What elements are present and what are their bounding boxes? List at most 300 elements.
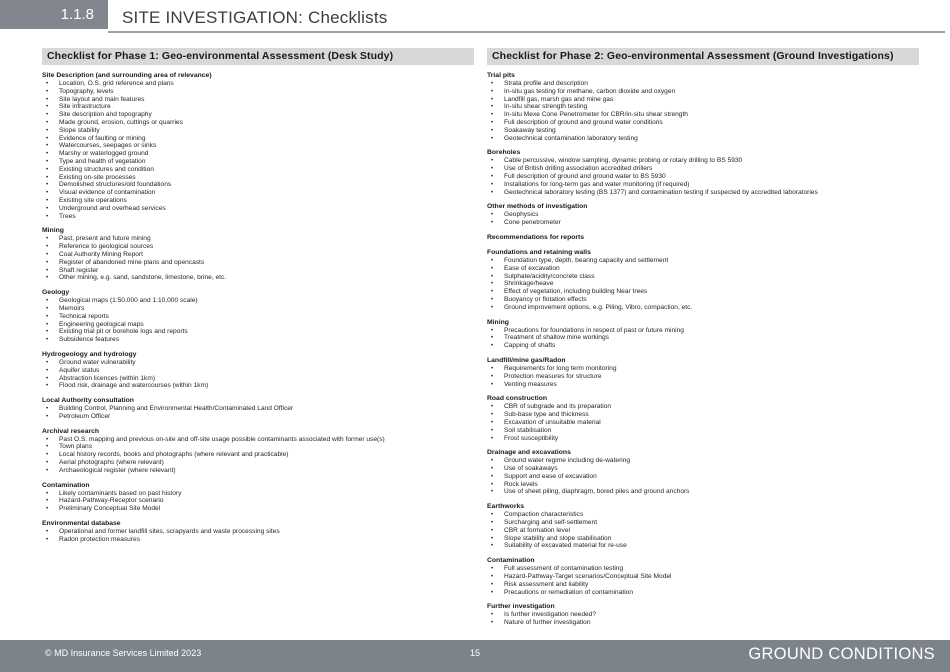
checklist-item [487,219,919,227]
checklist-item [487,165,919,173]
section-heading: Landfill/mine gas/Radon [487,356,566,364]
checklist-item [42,528,474,536]
section-heading: Mining [42,227,64,235]
bullet-icon: • [46,451,49,459]
phase2-column-body [487,72,919,627]
bullet-icon: • [46,466,49,474]
checklist-item-text: Buoyancy or flotation effects [504,295,587,303]
bullet-icon: • [46,243,49,251]
checklist-item-text: In-situ shear strength testing [504,103,588,111]
checklist-item-text: In-situ Mexe Cone Penetrometer for CBR/in-situ shear strength [504,111,688,119]
checklist-item [487,519,919,527]
checklist-section [487,203,919,227]
checklist-item [42,251,474,259]
bullet-icon: • [491,457,494,465]
bullet-icon: • [491,180,494,188]
bullet-icon: • [46,157,49,165]
checklist-item-text: Underground and overhead services [59,204,166,212]
checklist-section [487,234,919,242]
bullet-icon: • [46,443,49,451]
checklist-item [487,581,919,589]
checklist-item-text: Soakaway testing [504,126,556,134]
bullet-icon: • [491,573,494,581]
section-heading: Contamination [487,557,535,565]
checklist-item [42,443,474,451]
bullet-icon: • [491,411,494,419]
checklist-item-text: CBR of subgrade and its preparation [504,403,612,411]
bullet-icon: • [491,111,494,119]
bullet-icon: • [46,142,49,150]
checklist-item [42,80,474,88]
checklist-item [42,459,474,467]
checklist-section [42,351,474,390]
checklist-item-text: Site description and topography [59,111,152,119]
checklist-item [42,96,474,104]
bullet-icon: • [491,342,494,350]
bullet-icon: • [46,235,49,243]
section-heading: Further investigation [487,603,555,611]
checklist-item-text: In-situ gas testing for methane, carbon dioxide and oxygen [504,87,676,95]
checklist-section [487,149,919,196]
checklist-item-text: Risk assessment and liability [504,580,589,588]
checklist-item-text: Ground improvement options, e.g. Piling, Vibro, compaction, etc. [504,303,693,311]
checklist-item-text: Rock levels [504,480,538,488]
checklist-item [487,288,919,296]
bullet-icon: • [491,188,494,196]
checklist-item-text: Excavation of unsuitable material [504,418,601,426]
checklist-item [487,473,919,481]
checklist-section [42,482,474,513]
bullet-icon: • [491,472,494,480]
bullet-icon: • [46,103,49,111]
checklist-item-text: Full description of ground and ground water to BS 5930 [504,172,666,180]
checklist-item [42,135,474,143]
checklist-item [487,565,919,573]
page-title: SITE INVESTIGATION: Checklists [122,8,388,27]
bullet-icon: • [46,535,49,543]
checklist-item-text: Cone penetrometer [504,219,561,227]
section-heading: Mining [487,318,509,326]
section-heading: Foundations and retaining walls [487,248,591,256]
bullet-icon: • [491,434,494,442]
bullet-icon: • [46,505,49,513]
section-heading: Geology [42,289,70,297]
bullet-icon: • [491,480,494,488]
checklist-item-text: Existing on-site processes [59,173,136,181]
bullet-icon: • [46,150,49,158]
bullet-icon: • [491,118,494,126]
checklist-item [42,235,474,243]
bullet-icon: • [46,497,49,505]
checklist-item [487,304,919,312]
bullet-icon: • [46,405,49,413]
page-number: 15 [469,648,480,658]
section-heading: Trial pits [487,72,515,79]
checklist-item [42,205,474,213]
checklist-item-text: Flood risk, drainage and watercourses (within 1km) [59,382,209,390]
section-heading: Hydrogeology and hydrology [42,350,137,358]
checklist-item-text: Likely contaminants based on past history [59,489,182,497]
bullet-icon: • [491,80,494,87]
checklist-item [487,103,919,111]
bullet-icon: • [46,459,49,467]
checklist-item [42,367,474,375]
checklist-item [42,413,474,421]
checklist-item [487,296,919,304]
checklist-item-text: Geophysics [504,211,539,219]
checklist-item [42,189,474,197]
checklist-item-text: Ground water regime including de-watering [504,457,631,465]
checklist-item-text: Effect of vegetation, including building Near trees [504,288,648,296]
bullet-icon: • [491,95,494,103]
bullet-icon: • [491,403,494,411]
checklist-item [42,150,474,158]
checklist-item-text: Type and health of vegetation [59,157,146,165]
bullet-icon: • [46,274,49,282]
checklist-item [42,328,474,336]
bullet-icon: • [46,382,49,390]
section-heading: Archival research [42,427,100,435]
checklist-item [42,259,474,267]
checklist-item-text: Geological maps (1:50,000 and 1:10,000 scale) [59,297,198,305]
bullet-icon: • [491,264,494,272]
section-heading: Site Description (and surrounding area of relevance) [42,72,212,79]
bullet-icon: • [46,196,49,204]
checklist-item-text: Existing site operations [59,196,127,204]
section-heading: Drainage and excavations [487,449,571,457]
checklist-item-text: Landfill gas, marsh gas and mine gas [504,95,614,103]
checklist-item-text: Sulphate/acidity/concrete class [504,272,595,280]
checklist-item-text: Venting measures [504,380,557,388]
bullet-icon: • [491,295,494,303]
section-heading: Road construction [487,395,548,403]
bullet-icon: • [491,380,494,388]
checklist-item [487,273,919,281]
bullet-icon: • [46,412,49,420]
bullet-icon: • [491,334,494,342]
bullet-icon: • [491,465,494,473]
checklist-item [487,334,919,342]
checklist-item [42,451,474,459]
bullet-icon: • [46,250,49,258]
checklist-item [42,536,474,544]
checklist-item [487,589,919,597]
checklist-item [487,342,919,350]
bullet-icon: • [46,80,49,87]
checklist-item [487,611,919,619]
checklist-item [42,119,474,127]
checklist-item [487,535,919,543]
bullet-icon: • [491,126,494,134]
checklist-item-text: Coal Authority Mining Report [59,250,143,258]
checklist-item [487,157,919,165]
phase2-column [487,48,919,634]
bullet-icon: • [491,303,494,311]
bullet-icon: • [491,280,494,288]
checklist-item-text: Evidence of faulting or mining [59,134,146,142]
checklist-section [487,72,919,142]
checklist-item-text: Reference to geological sources [59,243,154,251]
checklist-item [487,80,919,88]
phase1-column-body [42,72,474,544]
checklist-item [487,181,919,189]
checklist-item [487,403,919,411]
checklist-item-text: Memoirs [59,304,85,312]
checklist-item [487,365,919,373]
checklist-item-text: Geotechnical contamination laboratory testing [504,134,638,142]
checklist-item [42,213,474,221]
checklist-item-text: Ease of excavation [504,264,560,272]
checklist-item [42,111,474,119]
bullet-icon: • [46,489,49,497]
checklist-item [42,88,474,96]
bullet-icon: • [491,103,494,111]
section-heading: Other methods of investigation [487,203,588,211]
checklist-item [42,305,474,313]
checklist-item [487,189,919,197]
checklist-item-text: Compaction characteristics [504,511,584,519]
checklist-item [42,505,474,513]
checklist-item-text: Full assessment of contamination testing [504,565,624,573]
bullet-icon: • [491,588,494,596]
checklist-item-text: Archaeological register (where relevant) [59,466,176,474]
checklist-item [42,243,474,251]
bullet-icon: • [46,435,49,443]
checklist-item [487,327,919,335]
checklist-item-text: Soil stabilisation [504,426,552,434]
bullet-icon: • [46,297,49,305]
bullet-icon: • [491,542,494,550]
checklist-item [42,127,474,135]
checklist-item-text: Nature of further investigation [504,619,591,627]
checklist-item [487,573,919,581]
checklist-item [487,427,919,435]
bullet-icon: • [46,528,49,536]
checklist-item-text: Location, O.S. grid reference and plans [59,80,174,87]
section-heading: Local Authority consultation [42,397,134,405]
checklist-item [42,375,474,383]
bullet-icon: • [46,258,49,266]
bullet-icon: • [491,211,494,219]
bullet-icon: • [46,204,49,212]
checklist-section [487,603,919,627]
checklist-item-text: Technical reports [59,312,109,320]
checklist-item [42,336,474,344]
checklist-item-text: Hazard-Pathway-Target scenarios/Conceptual Site Model [504,573,672,581]
checklist-section [487,319,919,350]
bullet-icon: • [491,372,494,380]
checklist-item-text: Visual evidence of contamination [59,189,156,197]
phase1-column [42,48,474,551]
checklist-item-text: Past O.S. mapping and previous on-site and off-site usage possible contaminants associated with former use(s) [59,435,385,443]
checklist-item [487,465,919,473]
checklist-item-text: Precautions for foundations in respect of past or future mining [504,326,684,334]
checklist-item-text: Preliminary Conceptual Site Model [59,505,161,513]
checklist-item-text: Ground water vulnerability [59,358,136,366]
bullet-icon: • [491,157,494,165]
checklist-item-text: Strata profile and description [504,80,588,87]
checklist-item-text: Existing structures and condition [59,165,154,173]
checklist-item [487,265,919,273]
checklist-item [42,497,474,505]
checklist-item-text: Engineering geological maps [59,320,144,328]
checklist-item-text: Is further investigation needed? [504,611,597,619]
checklist-item [42,297,474,305]
checklist-item [42,181,474,189]
checklist-item-text: Trees [59,212,76,220]
checklist-item-text: Site infrastructure [59,103,111,111]
checklist-item [42,436,474,444]
checklist-item [42,321,474,329]
checklist-item [487,257,919,265]
checklist-item-text: Radon protection measures [59,535,141,543]
checklist-section [487,449,919,496]
checklist-item-text: Past, present and future mining [59,235,151,243]
checklist-item [487,435,919,443]
bullet-icon: • [46,336,49,344]
checklist-item [42,313,474,321]
checklist-item [487,111,919,119]
bullet-icon: • [46,374,49,382]
bullet-icon: • [491,87,494,95]
checklist-item [487,527,919,535]
checklist-item-text: Geotechnical laboratory testing (BS 1377) and contamination testing if suspected by accredited laboratories [504,188,818,196]
checklist-section [42,227,474,282]
checklist-item-text: Suitability of excavated material for re-use [504,542,627,550]
bullet-icon: • [491,272,494,280]
checklist-item-text: Capping of shafts [504,342,556,350]
bullet-icon: • [491,165,494,173]
checklist-section [42,397,474,421]
checklist-item-text: Existing trial pit or borehole logs and reports [59,328,188,336]
bullet-icon: • [46,165,49,173]
checklist-item-text: Other mining, e.g. sand, sandstone, limestone, brine, etc. [59,274,227,282]
checklist-item-text: Installations for long-term gas and water monitoring (if required) [504,180,690,188]
phase2-column-title: Checklist for Phase 2: Geo-environmental Assessment (Ground Investigations) [487,48,919,65]
bullet-icon: • [46,111,49,119]
checklist-item-text: Register of abandoned mine plans and opencasts [59,258,205,266]
checklist-item-text: Slope stability and slope stabilisation [504,534,612,542]
checklist-item-text: Frost susceptibility [504,434,559,442]
checklist-item-text: Building Control, Planning and Environmental Health/Contaminated Land Officer [59,405,294,413]
checklist-item-text: Operational and former landfill sites, scrapyards and waste processing sites [59,528,280,536]
checklist-item [487,457,919,465]
bullet-icon: • [46,87,49,95]
checklist-item-text: Town plans [59,443,92,451]
section-number-box [0,0,108,29]
checklist-section [42,72,474,220]
checklist-section [487,395,919,442]
checklist-section [487,357,919,388]
bullet-icon: • [491,256,494,264]
checklist-item [487,119,919,127]
checklist-item-text: Sub-base type and thickness [504,411,589,419]
page-footer [0,640,950,672]
checklist-item [487,419,919,427]
section-heading: Environmental database [42,520,121,528]
checklist-section [487,503,919,550]
checklist-section [42,428,474,475]
checklist-item-text: Made ground, erosion, cuttings or quarries [59,118,183,126]
bullet-icon: • [491,364,494,372]
section-heading: Recommendations for reports [487,233,585,241]
bullet-icon: • [491,426,494,434]
checklist-item-text: Abstraction licences (within 1km) [59,374,156,382]
checklist-item-text: Cable percussive, window sampling, dynamic probing or rotary drilling to BS 5930 [504,157,743,165]
bullet-icon: • [46,189,49,197]
checklist-section [42,289,474,344]
checklist-item [487,127,919,135]
bullet-icon: • [46,134,49,142]
checklist-item-text: Petroleum Officer [59,412,111,420]
checklist-item-text: Hazard-Pathway-Receptor scenario [59,497,164,505]
checklist-item [42,382,474,390]
checklist-item [487,135,919,143]
checklist-item [487,173,919,181]
checklist-item-text: Protection measures for structure [504,372,602,380]
checklist-item-text: Aquifer status [59,366,100,374]
checklist-item [487,619,919,627]
phase1-column-title: Checklist for Phase 1: Geo-environmental Assessment (Desk Study) [42,48,474,65]
checklist-item [42,158,474,166]
checklist-item-text: Requirements for long term monitoring [504,364,617,372]
checklist-item-text: Local history records, books and photographs (where relevant and practicable) [59,451,289,459]
checklist-item [487,481,919,489]
checklist-item-text: Marshy or waterlogged ground [59,150,149,158]
checklist-section [487,249,919,312]
checklist-item-text: Shaft register [59,266,99,274]
checklist-item [487,542,919,550]
bullet-icon: • [491,488,494,496]
bullet-icon: • [46,320,49,328]
bullet-icon: • [491,611,494,619]
footer-label: GROUND CONDITIONS [748,645,935,663]
checklist-item [487,381,919,389]
checklist-item-text: Precautions or remediation of contamination [504,588,634,596]
checklist-item-text: Use of sheet piling, diaphragm, bored piles and ground anchors [504,488,690,496]
bullet-icon: • [491,219,494,227]
checklist-section [42,520,474,544]
checklist-item-text: Use of British drilling association accredited drillers [504,165,653,173]
checklist-item-text: Support and ease of excavation [504,472,597,480]
bullet-icon: • [491,418,494,426]
checklist-section [487,557,919,596]
bullet-icon: • [491,172,494,180]
bullet-icon: • [491,526,494,534]
checklist-item [42,166,474,174]
bullet-icon: • [491,580,494,588]
checklist-item [487,280,919,288]
bullet-icon: • [46,366,49,374]
bullet-icon: • [491,619,494,627]
checklist-item-text: Subsidence features [59,336,120,344]
bullet-icon: • [46,126,49,134]
bullet-icon: • [46,328,49,336]
checklist-item-text: Slope stability [59,126,100,134]
bullet-icon: • [491,326,494,334]
checklist-item [487,373,919,381]
checklist-item [487,488,919,496]
checklist-item [42,103,474,111]
checklist-item [42,490,474,498]
bullet-icon: • [491,134,494,142]
bullet-icon: • [491,534,494,542]
bullet-icon: • [46,173,49,181]
checklist-item [42,197,474,205]
copyright-text: © MD Insurance Services Limited 2023 [45,648,202,658]
checklist-item [487,88,919,96]
checklist-item [42,267,474,275]
